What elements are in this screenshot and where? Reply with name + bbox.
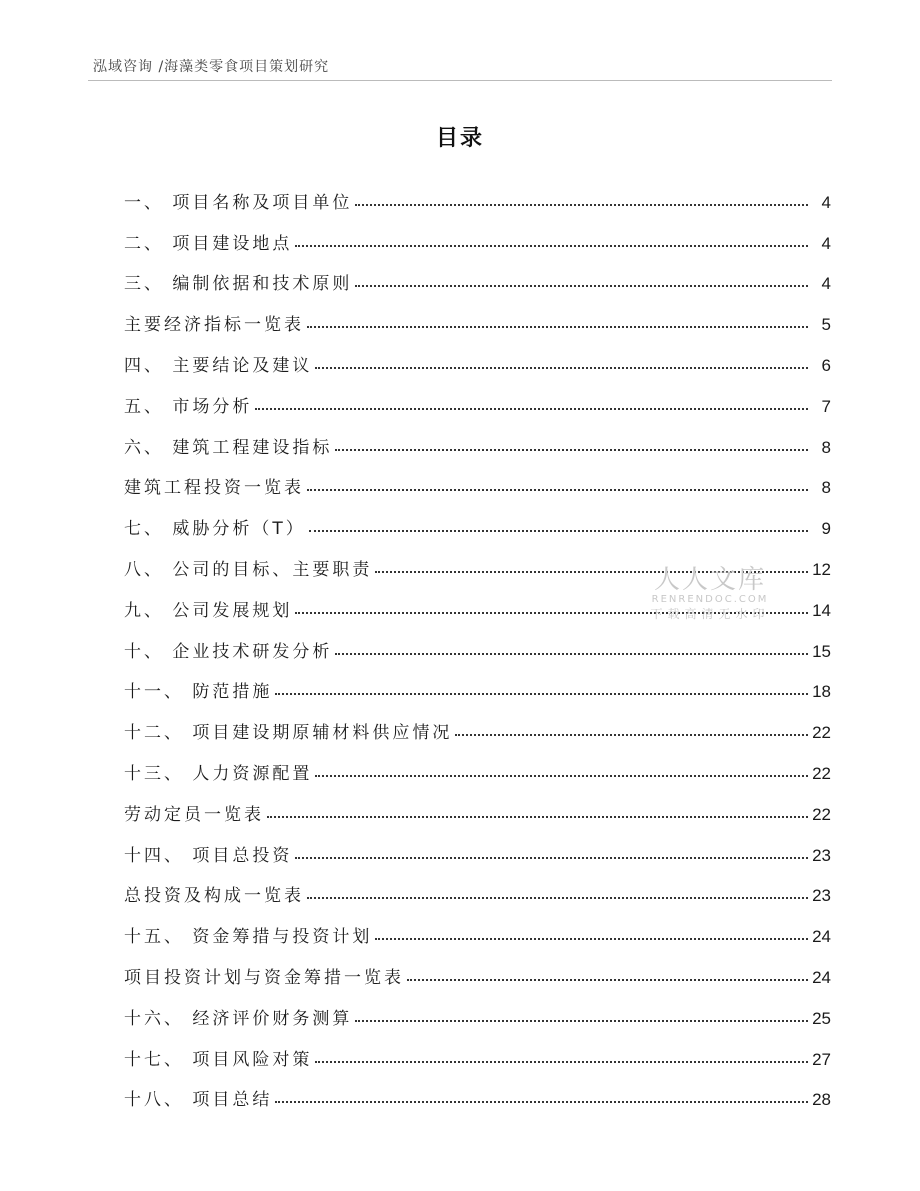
toc-entry[interactable] [124, 580, 831, 621]
toc-leader-dots [335, 652, 808, 655]
toc-entry-page: 6 [821, 355, 831, 375]
toc-entry-page: 24 [812, 927, 831, 947]
toc-entry[interactable] [124, 866, 831, 907]
toc-entry-label: 十七、 项目风险对策 [124, 1049, 313, 1070]
toc-entry-label: 二、 项目建设地点 [124, 233, 293, 254]
toc-entry-page: 23 [812, 845, 831, 865]
toc-entry-page: 5 [821, 315, 831, 335]
header-divider [88, 80, 832, 81]
toc-entry[interactable] [124, 825, 831, 866]
toc-entry[interactable] [124, 947, 831, 988]
toc-leader-dots [295, 856, 808, 859]
toc-entry[interactable] [124, 988, 831, 1029]
toc-entry-label: 主要经济指标一览表 [124, 315, 304, 336]
toc-entry[interactable] [124, 213, 831, 254]
toc-leader-dots [315, 774, 808, 777]
toc-entry[interactable] [124, 458, 831, 499]
toc-entry-label: 建筑工程投资一览表 [124, 478, 304, 499]
toc-leader-dots [307, 325, 808, 328]
toc-entry-label: 十八、 项目总结 [124, 1090, 273, 1111]
toc-entry-label: 四、 主要结论及建议 [124, 355, 313, 376]
toc-leader-dots [455, 733, 808, 736]
toc-entry-page: 25 [812, 1008, 831, 1028]
watermark-main-text: 人人文库 [653, 565, 766, 595]
toc-entry-page: 28 [812, 1090, 831, 1110]
toc-entry-label: 九、 公司发展规划 [124, 600, 293, 621]
toc-leader-dots [307, 896, 808, 899]
toc-entry-page: 14 [812, 600, 831, 620]
toc-leader-dots [309, 529, 808, 532]
toc-leader-dots [275, 1100, 808, 1103]
toc-leader-dots [295, 244, 808, 247]
toc-entry-label: 十四、 项目总投资 [124, 845, 293, 866]
toc-entry[interactable] [124, 335, 831, 376]
toc-entry-label: 八、 公司的目标、主要职责 [124, 559, 373, 580]
toc-entry-page: 8 [821, 478, 831, 498]
table-of-contents [124, 172, 831, 1110]
toc-leader-dots [255, 407, 808, 410]
toc-entry-label: 五、 市场分析 [124, 396, 253, 417]
toc-entry[interactable] [124, 294, 831, 335]
toc-entry-label: 七、 威胁分析（T） [124, 519, 306, 540]
toc-leader-dots [315, 1060, 808, 1063]
toc-leader-dots [295, 611, 808, 614]
toc-entry-label: 一、 项目名称及项目单位 [124, 192, 353, 213]
toc-entry[interactable] [124, 621, 831, 662]
toc-entry[interactable] [124, 743, 831, 784]
toc-entry[interactable] [124, 498, 831, 539]
toc-entry[interactable] [124, 539, 831, 580]
toc-entry-label: 十三、 人力资源配置 [124, 763, 313, 784]
toc-entry-page: 9 [821, 519, 831, 539]
toc-leader-dots [355, 203, 808, 206]
toc-leader-dots [315, 366, 808, 369]
toc-entry-page: 7 [821, 396, 831, 416]
toc-entry-page: 24 [812, 967, 831, 987]
toc-entry-page: 18 [812, 682, 831, 702]
toc-entry-label: 十五、 资金筹措与投资计划 [124, 927, 373, 948]
toc-entry-page: 4 [821, 192, 831, 212]
toc-entry-page: 27 [812, 1049, 831, 1069]
toc-title: 目录 [435, 126, 484, 151]
toc-entry[interactable] [124, 906, 831, 947]
toc-leader-dots [355, 284, 808, 287]
toc-entry-label: 总投资及构成一览表 [124, 886, 304, 907]
toc-entry[interactable] [124, 1029, 831, 1070]
toc-entry-label: 劳动定员一览表 [124, 804, 264, 825]
toc-leader-dots [275, 692, 808, 695]
toc-entry-label: 三、 编制依据和技术原则 [124, 274, 353, 295]
toc-entry-page: 22 [812, 763, 831, 783]
toc-entry-page: 12 [812, 559, 831, 579]
watermark-subtext: 下载高清无水印 [650, 607, 770, 621]
toc-entry[interactable] [124, 172, 831, 213]
toc-entry[interactable] [124, 1070, 831, 1111]
toc-entry-page: 8 [821, 437, 831, 457]
toc-entry[interactable] [124, 784, 831, 825]
toc-entry[interactable] [124, 254, 831, 295]
toc-leader-dots [355, 1019, 808, 1022]
toc-entry[interactable] [124, 417, 831, 458]
toc-entry-label: 十六、 经济评价财务测算 [124, 1008, 353, 1029]
toc-entry-page: 22 [812, 804, 831, 824]
toc-entry[interactable] [124, 376, 831, 417]
watermark-url: RENRENDOC.COM [651, 594, 769, 605]
toc-entry-page: 15 [812, 641, 831, 661]
toc-leader-dots [375, 570, 808, 573]
toc-entry-page: 23 [812, 886, 831, 906]
document-header: 泓域咨询 /海藻类零食项目策划研究 [93, 59, 330, 75]
toc-leader-dots [375, 937, 808, 940]
toc-entry[interactable] [124, 702, 831, 743]
toc-entry-page: 4 [821, 233, 831, 253]
toc-entry-label: 十、 企业技术研发分析 [124, 641, 333, 662]
toc-entry-page: 4 [821, 274, 831, 294]
toc-leader-dots [335, 448, 808, 451]
toc-entry-label: 十二、 项目建设期原辅材料供应情况 [124, 723, 453, 744]
toc-entry-label: 十一、 防范措施 [124, 682, 273, 703]
toc-leader-dots [267, 815, 808, 818]
toc-leader-dots [307, 488, 808, 491]
toc-leader-dots [407, 978, 808, 981]
toc-entry[interactable] [124, 662, 831, 703]
toc-entry-label: 六、 建筑工程建设指标 [124, 437, 333, 458]
toc-entry-page: 22 [812, 723, 831, 743]
toc-entry-label: 项目投资计划与资金筹措一览表 [124, 967, 404, 988]
